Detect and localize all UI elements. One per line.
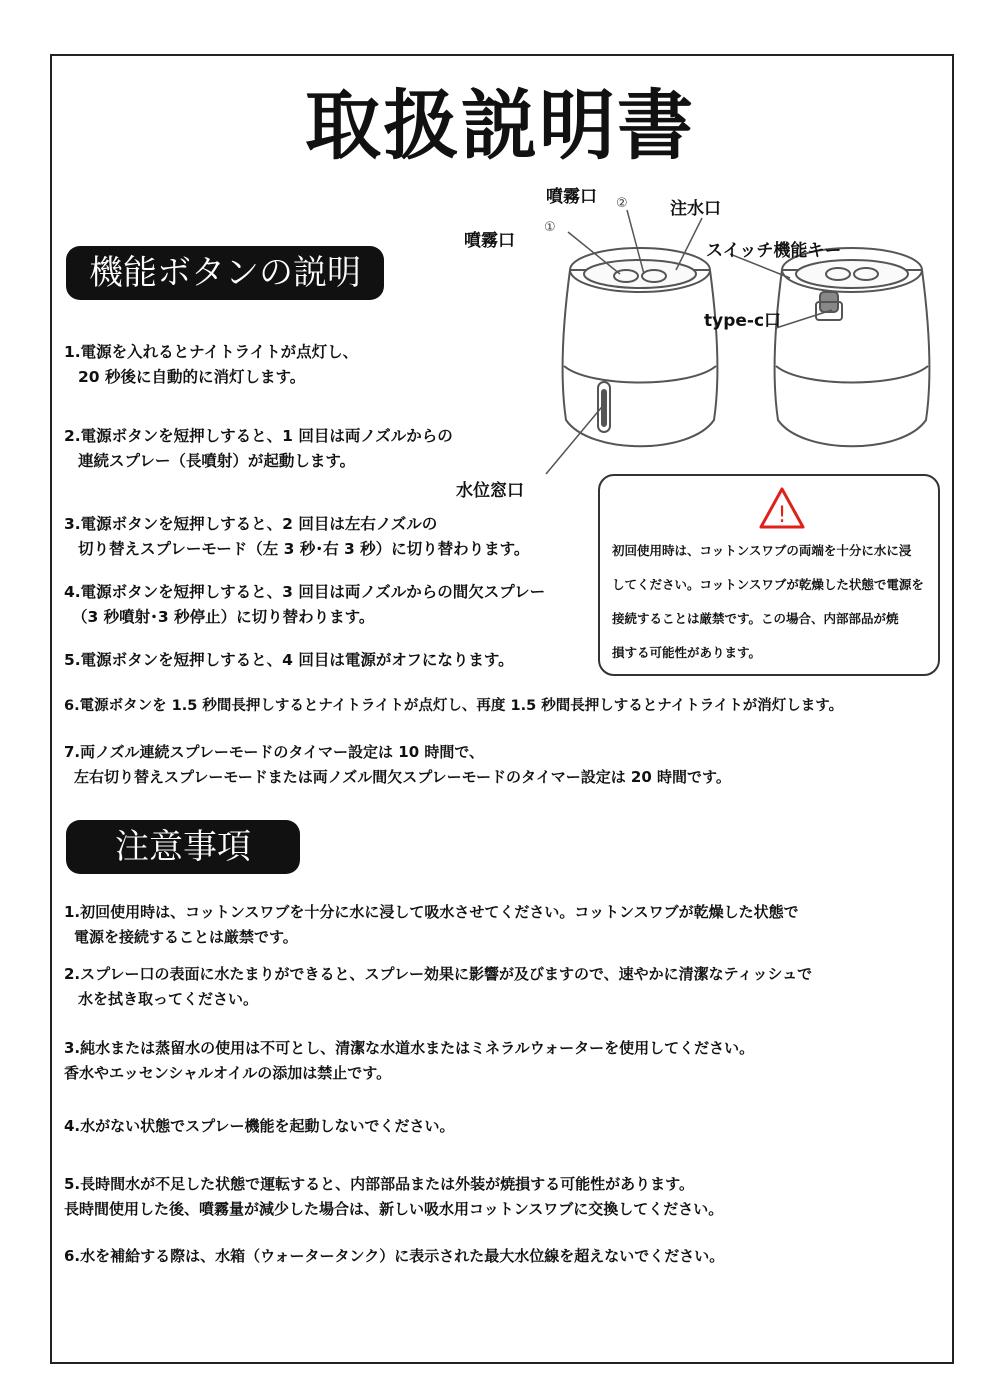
precaution-item-5 xyxy=(64,1172,723,1222)
item-line: 2.電源ボタンを短押しすると、1 回目は両ノズルからの xyxy=(64,427,453,445)
function-item-4 xyxy=(64,580,545,630)
precautions-heading: 注意事項 xyxy=(66,820,300,874)
function-item-3 xyxy=(64,512,529,562)
item-line: 1.初回使用時は、コットンスワブを十分に水に浸して吸水させてください。コットンスワブが乾燥した状態で xyxy=(64,903,799,921)
function-item-5 xyxy=(64,648,514,673)
warning-triangle-icon xyxy=(758,486,806,530)
item-line: 1.電源を入れるとナイトライトが点灯し、 xyxy=(64,343,359,361)
item-line: 香水やエッセンシャルオイルの添加は禁止です。 xyxy=(64,1064,392,1082)
warning-text xyxy=(612,534,934,670)
warning-line: してください。コットンスワブが乾燥した状態で電源を xyxy=(612,577,924,592)
water-level-window-label: 水位窓口 xyxy=(456,481,524,501)
item-line: 水を拭き取ってください。 xyxy=(78,990,259,1008)
item-line: 3.純水または蒸留水の使用は不可とし、清潔な水道水またはミネラルウォーターを使用してください。 xyxy=(64,1039,755,1057)
item-line: 4.電源ボタンを短押しすると、3 回目は両ノズルからの間欠スプレー xyxy=(64,583,546,601)
function-button-heading: 機能ボタンの説明 xyxy=(66,246,384,300)
item-line: 4.水がない状態でスプレー機能を起動しないでください。 xyxy=(64,1117,455,1135)
function-item-1 xyxy=(64,340,358,390)
item-line: 6.水を補給する際は、水箱（ウォータータンク）に表示された最大水位線を超えないでください。 xyxy=(64,1247,725,1265)
function-item-7 xyxy=(64,740,731,790)
function-item-2 xyxy=(64,424,453,474)
item-line: 長時間使用した後、噴霧量が減少した場合は、新しい吸水用コットンスワブに交換してください。 xyxy=(64,1200,724,1218)
function-item-6 xyxy=(64,694,843,719)
item-line: 5.電源ボタンを短押しすると、4 回目は電源がオフになります。 xyxy=(64,651,514,669)
item-line: 左右切り替えスプレーモードまたは両ノズル間欠スプレーモードのタイマー設定は 20 時間です。 xyxy=(74,768,731,786)
precaution-item-2 xyxy=(64,962,812,1012)
humidifier-illustration xyxy=(440,170,960,510)
item-line: 切り替えスプレーモード（左 3 秒･右 3 秒）に切り替わります。 xyxy=(78,540,530,558)
item-line: 電源を接続することは厳禁です。 xyxy=(74,928,298,946)
precaution-item-1 xyxy=(64,900,799,950)
warning-line: 接続することは厳禁です。この場合、内部部品が焼 xyxy=(612,611,899,626)
warning-box xyxy=(598,474,940,676)
circle-1-marker: ① xyxy=(544,220,556,235)
warning-mark: ! xyxy=(777,503,787,528)
spray-nozzle-2-label: 噴霧口 xyxy=(546,187,597,207)
warning-line: 初回使用時は、コットンスワブの両端を十分に水に浸 xyxy=(612,543,912,558)
warning-line: 損する可能性があります。 xyxy=(612,645,762,660)
page-title: 取扱説明書 xyxy=(305,81,695,170)
spray-nozzle-1-label: 噴霧口 xyxy=(464,231,515,251)
item-line: 7.両ノズル連続スプレーモードのタイマー設定は 10 時間で、 xyxy=(64,743,485,761)
precaution-item-4 xyxy=(64,1114,455,1139)
typec-port-label: type-c口 xyxy=(704,311,782,331)
item-line: 5.長時間水が不足した状態で運転すると、内部部品または外装が焼損する可能性があります。 xyxy=(64,1175,694,1193)
item-line: 20 秒後に自動的に消灯します。 xyxy=(78,368,306,386)
item-line: 3.電源ボタンを短押しすると、2 回目は左右ノズルの xyxy=(64,515,438,533)
item-line: 2.スプレー口の表面に水たまりができると、スプレー効果に影響が及びますので、速やかに清潔なティッシュで xyxy=(64,965,813,983)
precaution-item-3 xyxy=(64,1036,754,1086)
water-inlet-label: 注水口 xyxy=(670,199,721,219)
product-diagram xyxy=(440,170,960,510)
item-line: 連続スプレー（長噴射）が起動します。 xyxy=(78,452,356,470)
switch-key-label: スイッチ機能キー xyxy=(706,241,842,261)
item-line: 6.電源ボタンを 1.5 秒間長押しするとナイトライトが点灯し、再度 1.5 秒間長押しするとナイトライトが消灯します。 xyxy=(64,698,844,714)
circle-2-marker: ② xyxy=(616,196,628,211)
precaution-item-6 xyxy=(64,1244,724,1269)
item-line: （3 秒噴射･3 秒停止）に切り替わります。 xyxy=(72,608,375,626)
